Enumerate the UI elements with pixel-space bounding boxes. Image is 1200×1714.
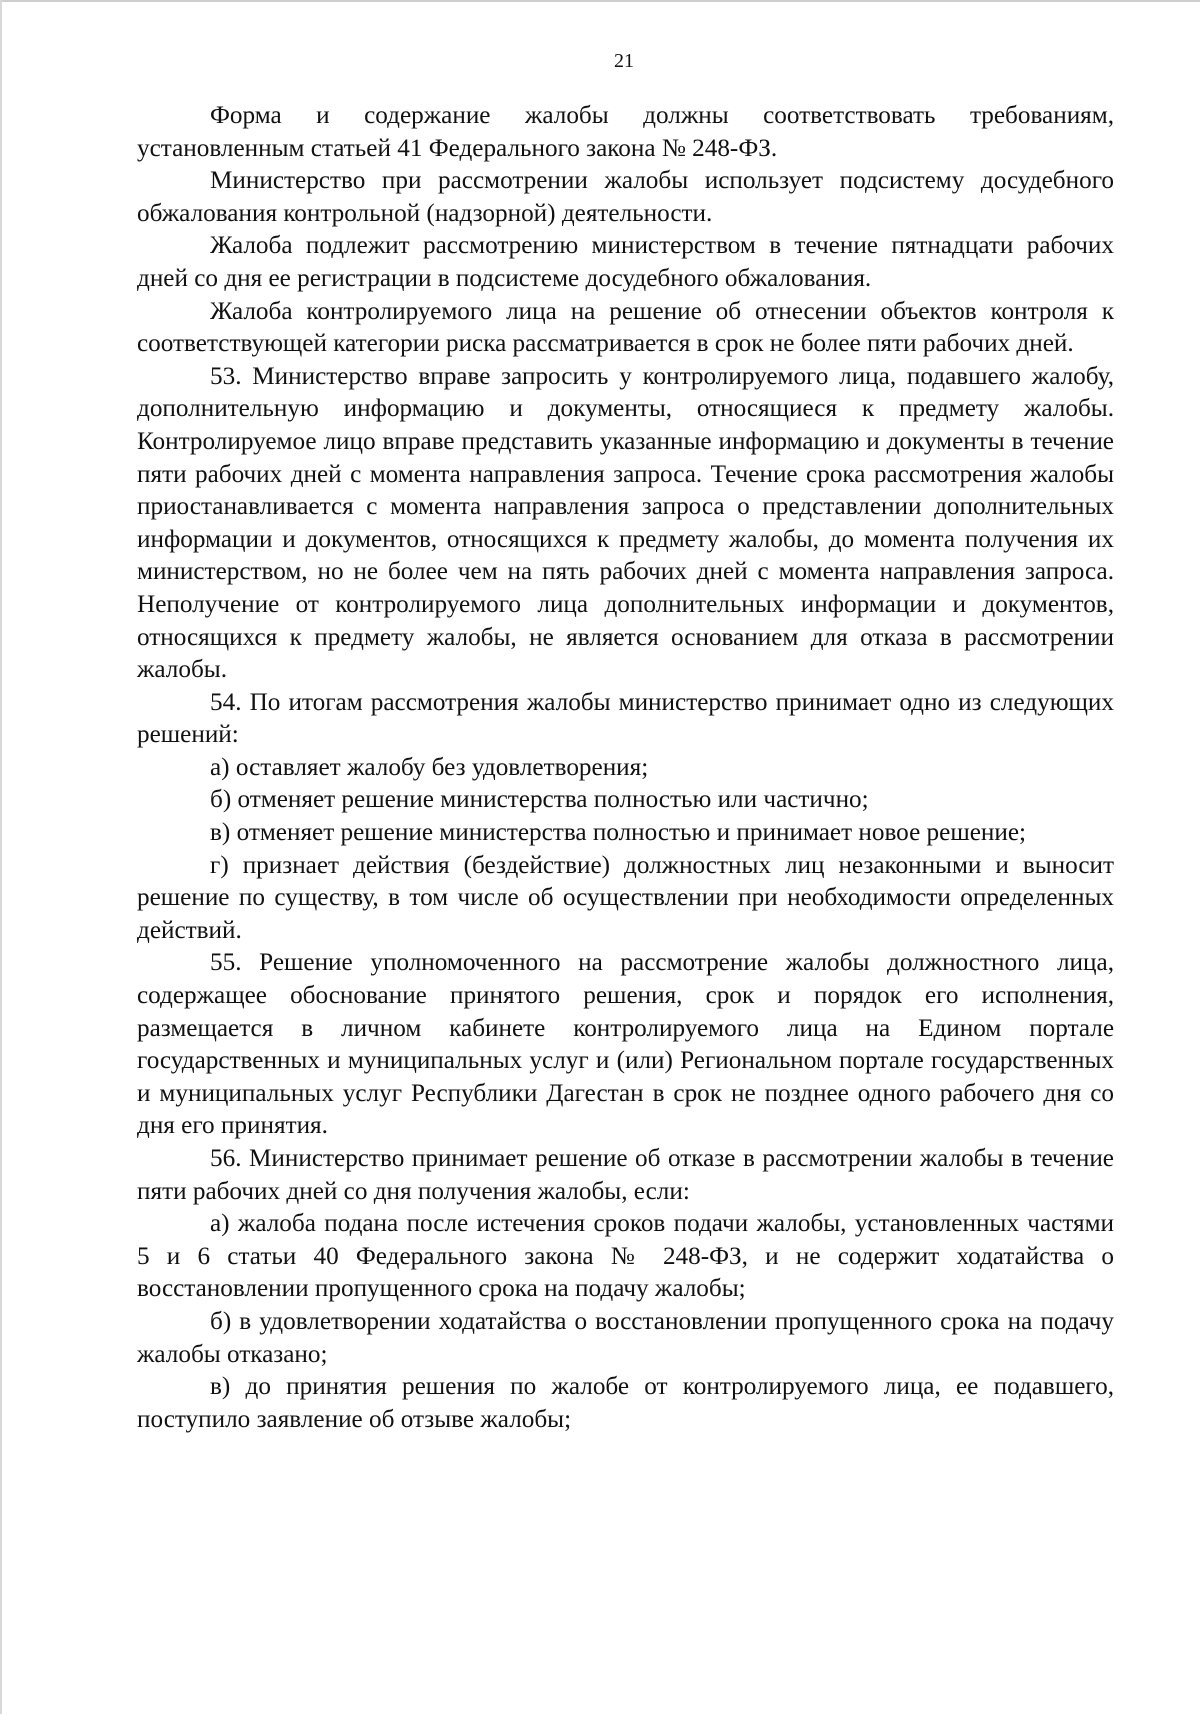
document-body [137, 100, 1114, 1436]
scan-edge-top [0, 0, 1200, 2]
paragraph-54-v: в) отменяет решение министерства полностью и принимает новое решение; [210, 819, 1027, 847]
paragraph-54: 54. По итогам рассмотрения жалобы министерство принимает одно из следующих решений: [137, 688, 1114, 749]
paragraph-review-term: Жалоба подлежит рассмотрению министерством в течение пятнадцати рабочих дней со дня ее регистрации в подсистеме досудебного обжалования. [137, 232, 1114, 292]
paragraph-56-a: а) жалоба подана после истечения сроков подачи жалобы, установленных частями 5 и 6 статьи 40 Федерального закона № 248-ФЗ, и не содержит ходатайства о восстановлении пропущенного срока на подачу жалобы; [137, 1210, 1114, 1303]
paragraph-54-g: г) признает действия (бездействие) должностных лиц незаконными и выносит решение по существу, в том числе об осуществлении при необходимости определенных действий. [137, 851, 1114, 944]
paragraph-56: 56. Министерство принимает решение об отказе в рассмотрении жалобы в течение пяти рабочих дней со дня получения жалобы, если: [137, 1145, 1114, 1205]
page-number: 21 [614, 50, 634, 72]
scan-edge-left [0, 0, 2, 1714]
paragraph-56-b: б) в удовлетворении ходатайства о восстановлении пропущенного срока на подачу жалобы отказано; [137, 1307, 1114, 1368]
paragraph-risk-category: Жалоба контролируемого лица на решение об отнесении объектов контроля к соответствующей категории риска рассматривается в срок не более пяти рабочих дней. [137, 297, 1114, 358]
paragraph-54-a: а) оставляет жалобу без удовлетворения; [210, 753, 649, 781]
paragraph-complaint-form: Форма и содержание жалобы должны соответствовать требованиям, установленным статьей 41 Федерального закона № 248-ФЗ. [137, 102, 1114, 162]
paragraph-54-b: б) отменяет решение министерства полностью или частично; [210, 786, 869, 814]
paragraph-55: 55. Решение уполномоченного на рассмотрение жалобы должностного лица, содержащее обоснование принятого решения, срок и порядок его исполнения, размещается в личном кабинете контролируемого лица на Едином портале государственных и муниципальных услуг и (или) Региональном портале государственных и муниципальных услуг Республики Дагестан в срок не позднее одного рабочего дня со дня его принятия. [137, 949, 1114, 1140]
paragraph-56-v: в) до принятия решения по жалобе от контролируемого лица, ее подавшего, поступило заявление об отзыве жалобы; [137, 1373, 1114, 1433]
paragraph-subsystem: Министерство при рассмотрении жалобы использует подсистему досудебного обжалования контрольной (надзорной) деятельности. [137, 167, 1114, 227]
paragraph-53: 53. Министерство вправе запросить у контролируемого лица, подавшего жалобу, дополнительную информацию и документы, относящиеся к предмету жалобы. Контролируемое лицо вправе представить указанные информацию и документы в течение пяти рабочих дней с момента направления запроса. Течение срока рассмотрения жалобы приостанавливается с момента направления запроса о представлении дополнительных информации и документов, относящихся к предмету жалобы, до момента получения их министерством, но не более чем на пять рабочих дней с момента направления запроса. Неполучение от контролируемого лица дополнительных информации и документов, относящихся к предмету жалобы, не является основанием для отказа в рассмотрении жалобы. [137, 362, 1114, 684]
